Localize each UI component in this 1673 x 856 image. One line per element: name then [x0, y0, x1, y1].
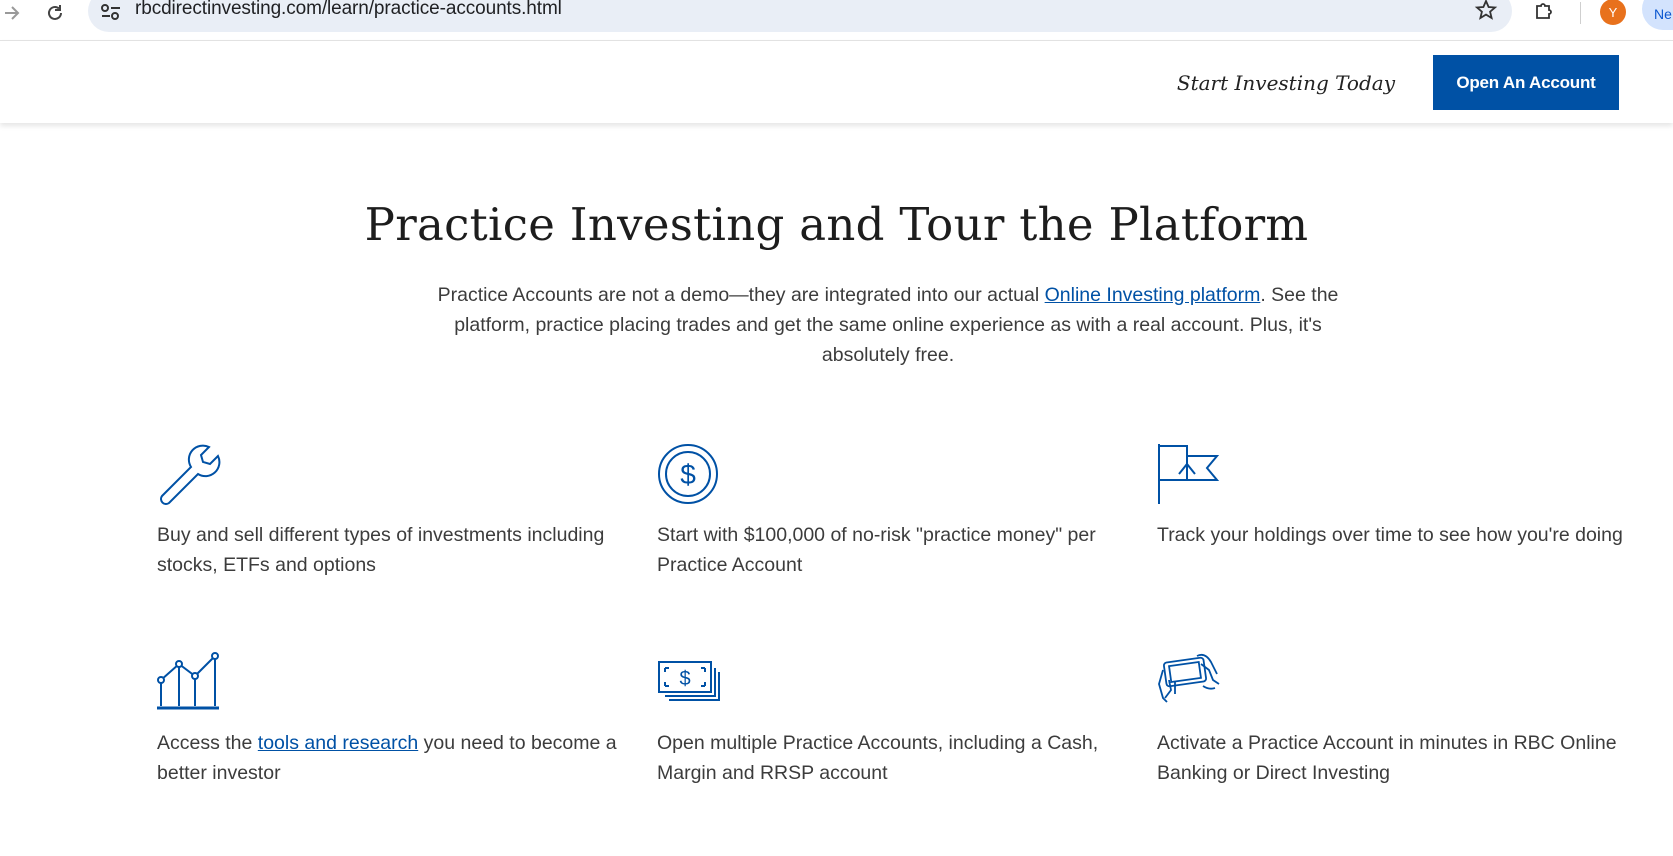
svg-text:$: $ [680, 459, 696, 490]
profile-avatar[interactable]: Y [1600, 0, 1626, 25]
hero-desc-after: . See the platform, practice placing trades and get the same online experience as with a real account. Plus, it's absolutely free. [454, 284, 1339, 366]
feature-item-practice-money [657, 442, 1132, 580]
site-header [0, 41, 1673, 123]
toolbar-divider [1580, 2, 1581, 24]
extensions-puzzle-icon[interactable] [1532, 0, 1558, 26]
feature-text-after: you need to become a better investor [157, 732, 617, 784]
feature-item-multiple-accounts [657, 650, 1132, 788]
feature-text: Buy and sell different types of investments including stocks, ETFs and options [157, 524, 605, 576]
bookmark-star-icon[interactable] [1474, 0, 1500, 24]
new-chrome-pill[interactable]: Ne [1642, 0, 1673, 30]
hero-desc-before: Practice Accounts are not a demo—they are integrated into our actual [437, 284, 1045, 306]
reload-icon[interactable] [42, 0, 68, 26]
svg-text:$: $ [679, 668, 691, 690]
feature-text: Track your holdings over time to see how you're doing [1157, 524, 1623, 546]
address-bar[interactable] [88, 0, 1512, 32]
flag-icon [1157, 442, 1221, 506]
url-text[interactable]: rbcdirectinvesting.com/learn/practice-accounts.html [135, 0, 562, 19]
feature-item-tools-research [157, 650, 632, 788]
site-settings-icon[interactable] [100, 4, 122, 26]
feature-item-investments [157, 442, 632, 580]
hero-description [428, 280, 1348, 370]
feature-text: Open multiple Practice Accounts, including a Cash, Margin and RRSP account [657, 732, 1099, 784]
feature-item-activate-account [1157, 650, 1632, 788]
browser-toolbar [0, 0, 1673, 41]
page-title: Practice Investing and Tour the Platform [364, 198, 1309, 251]
start-investing-tagline: Start Investing Today [1176, 71, 1395, 95]
wrench-icon [157, 442, 221, 506]
cash-bills-icon [657, 650, 721, 714]
open-account-button[interactable]: Open An Account [1433, 55, 1619, 110]
online-investing-platform-link[interactable]: Online Investing platform [1044, 284, 1261, 306]
feature-text: Start with $100,000 of no-risk "practice money" per Practice Account [657, 524, 1096, 576]
feature-text-before: Access the [157, 732, 258, 754]
forward-icon[interactable] [0, 0, 24, 26]
feature-text: Activate a Practice Account in minutes in RBC Online Banking or Direct Investing [1157, 732, 1617, 784]
feature-item-track-holdings [1157, 442, 1632, 550]
feature-text [157, 728, 632, 788]
dollar-coin-icon [657, 442, 721, 506]
tools-and-research-link[interactable]: tools and research [257, 732, 419, 754]
phone-hands-icon [1157, 650, 1221, 714]
line-chart-icon [157, 650, 221, 714]
